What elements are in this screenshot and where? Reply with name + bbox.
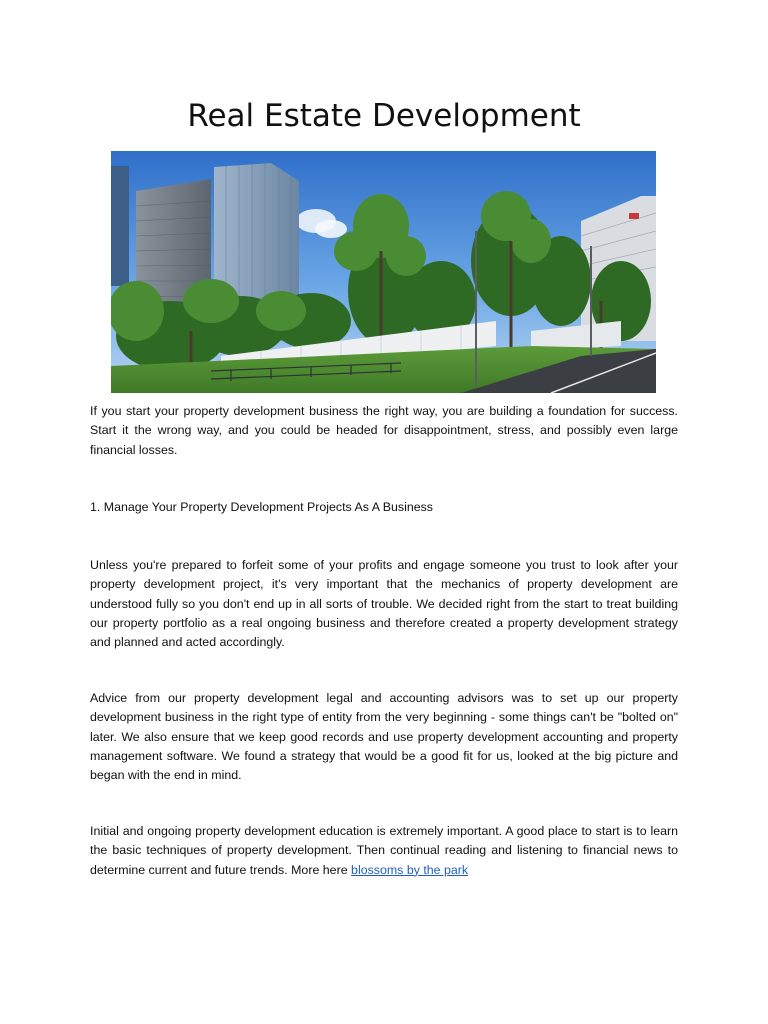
- page-title: Real Estate Development: [187, 98, 581, 134]
- section-heading: 1. Manage Your Property Development Projects As A Business: [90, 500, 434, 514]
- paragraph-education: [90, 822, 678, 880]
- paragraph-manage: Unless you're prepared to forfeit some of your profits and engage someone you trust to look after your property development project, it's very important that the mechanics of property development are understood fully so you don't end up in all sorts of trouble. We decided right from the start to treat building our property portfolio as a real ongoing business and therefore created a property development strategy and planned and acted accordingly.: [90, 558, 678, 650]
- blossoms-link[interactable]: blossoms by the park: [351, 862, 469, 877]
- real-estate-photo-icon: [111, 151, 656, 393]
- hero-image: [111, 151, 656, 393]
- paragraph-advice: Advice from our property development legal and accounting advisors was to set up our property development business in the right type of entity from the very beginning - some things can't be "bolted on" later. We also ensure that we keep good records and use property development accounting and property management software. We found a strategy that would be a good fit for us, looked at the big picture and began with the end in mind.: [90, 691, 678, 783]
- paragraph-education-text: Initial and ongoing property development education is extremely important. A good place to start is to learn the basic techniques of property development. Then continual reading and listening to financial news to determine current and future trends. More here: [90, 824, 678, 877]
- paragraph-intro: If you start your property development business the right way, you are building a foundation for success. Start it the wrong way, and you could be headed for disappointment, stress, and possibly even large financial losses.: [90, 404, 678, 457]
